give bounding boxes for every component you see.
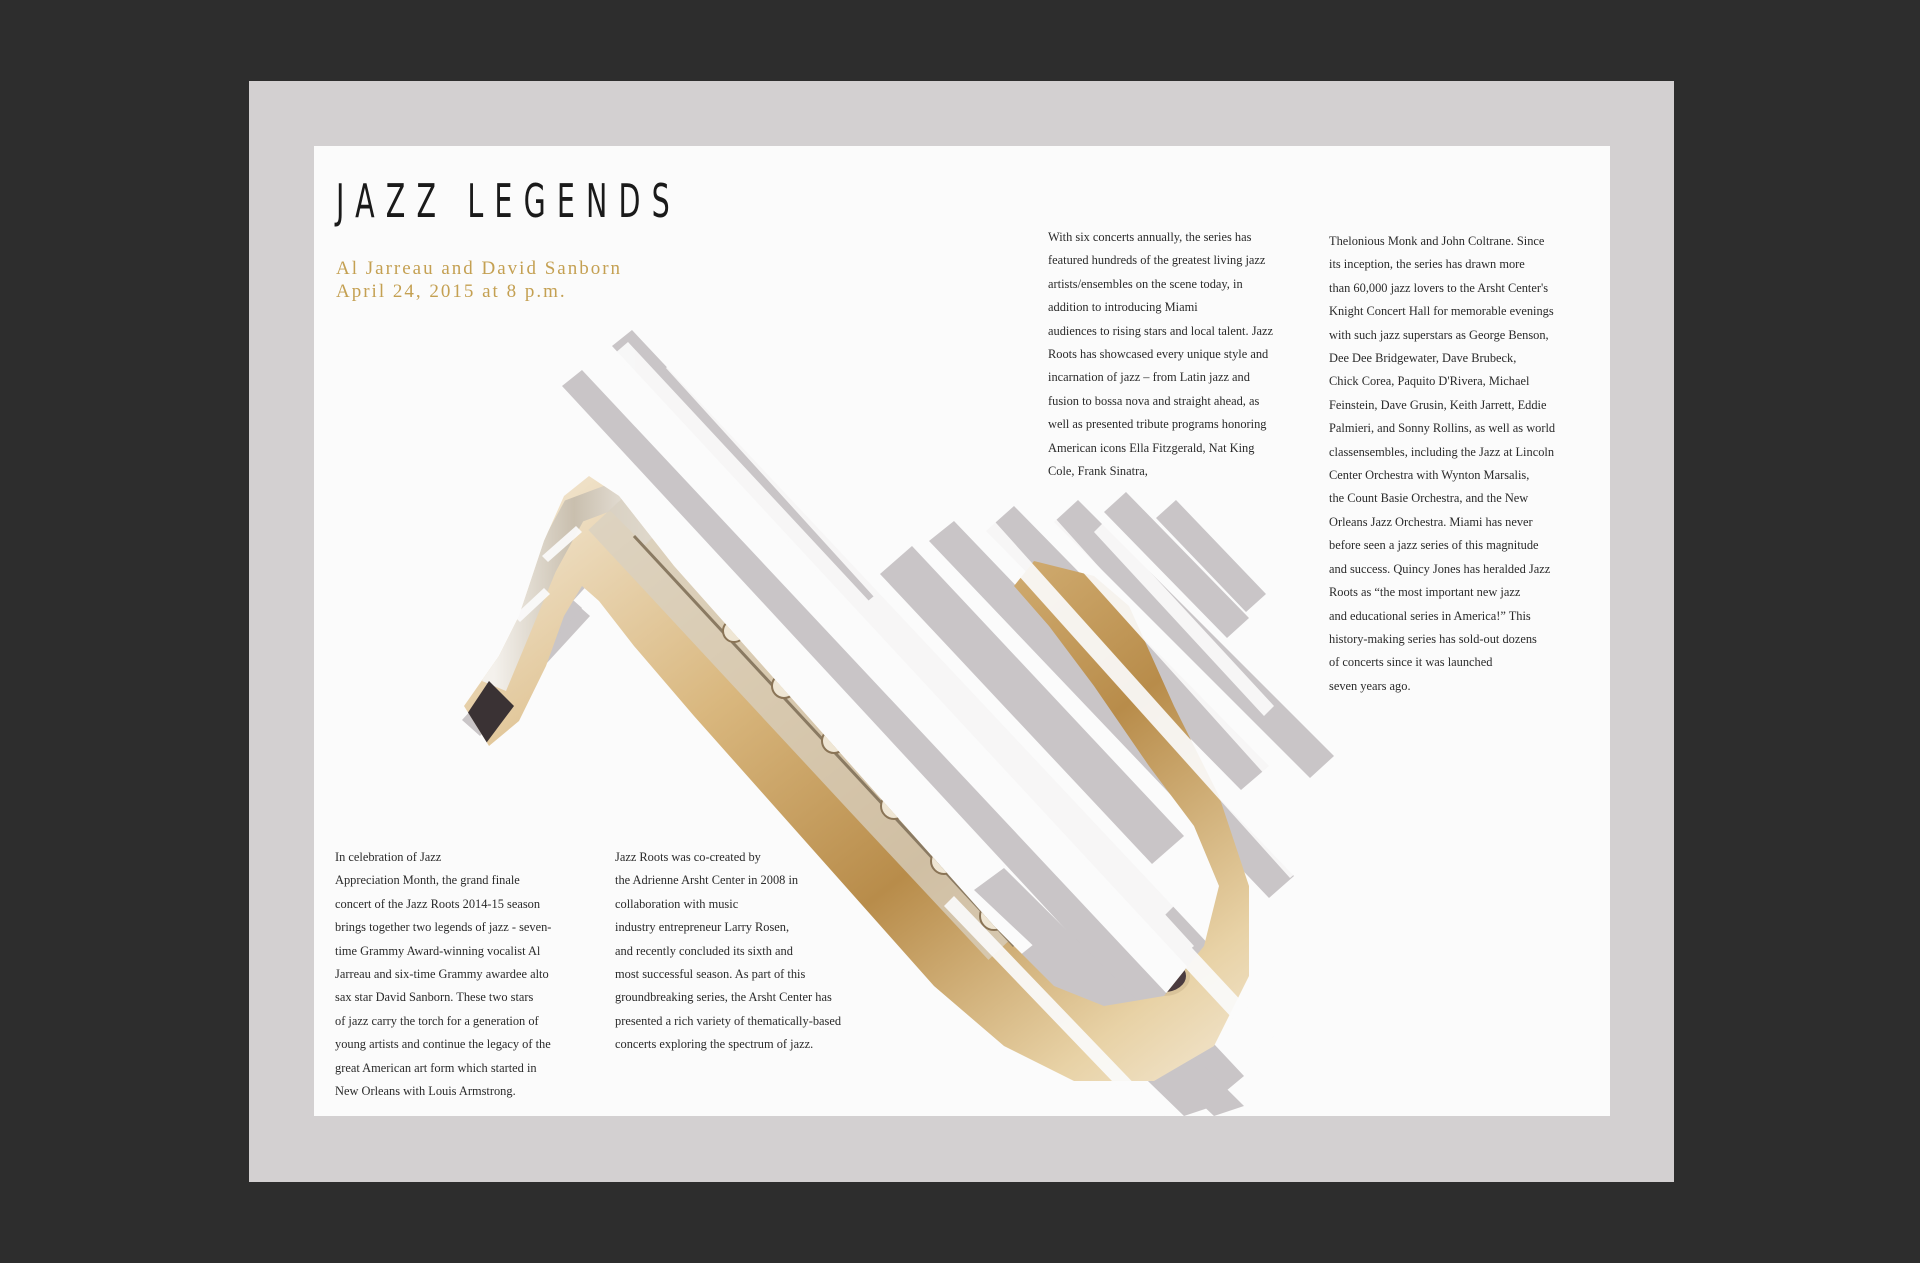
text-column-top-right: Thelonious Monk and John Coltrane. Since its inception, the series has drawn more than 60,000 jazz lovers to the Arsht Center's Knight Concert Hall for memorable evenings with such jazz superstars as George Benson, Dee Dee Bridgewater, Dave Brubeck, Chick Corea, Paquito D'Rivera, Michael Feinstein, Dave Grusin, Keith Jarrett, Eddie Palmieri, and Sonny Rollins, as well as world classensembles, including the Jazz at Lincoln Center Orchestra with Wynton Marsalis, the Count Basie Orchestra, and the New Orleans Jazz Orchestra. Miami has never before seen a jazz series of this magnitude and success. Quincy Jones has heralded Jazz Roots as “the most important new jazz and educational series in America!” This history-making series has sold-out dozens of concerts since it was launched seven years ago. [1329, 234, 1556, 693]
poster-sheet [314, 146, 1610, 1116]
text-column-bottom-middle: Jazz Roots was co-created by the Adrienne Arsht Center in 2008 in collaboration with music industry entrepreneur Larry Rosen, and recently concluded its sixth and most successful season. As part of this groundbreaking series, the Arsht Center has presented a rich variety of thematically-based concerts exploring the spectrum of jazz. [615, 850, 842, 1052]
text-column-bottom-left: In celebration of Jazz Appreciation Month, the grand finale concert of the Jazz Roots 2014-15 season brings together two legends of jazz - seven- time Grammy Award-winning vocalist Al Jarreau and six-time Grammy awardee alto sax star David Sanborn. These two stars of jazz carry the torch for a generation of young artists and continue the legacy of the great American art form which started in New Orleans with Louis Armstrong. [335, 850, 552, 1099]
performers-subtitle: Al Jarreau and David Sanborn [336, 258, 623, 279]
date-subtitle: April 24, 2015 at 8 p.m. [336, 281, 567, 302]
text-column-top-middle: With six concerts annually, the series has featured hundreds of the greatest living jazz artists/ensembles on the scene today, in addition to introducing Miami audiences to rising stars and local talent. Jazz Roots has showcased every unique style and incarnation of jazz – from Latin jazz and fusion to bossa nova and straight ahead, as well as presented tribute programs honoring American icons Ella Fitzgerald, Nat King Cole, Frank Sinatra, [1048, 230, 1274, 479]
page-title: JAZZ LEGENDS [336, 174, 681, 228]
